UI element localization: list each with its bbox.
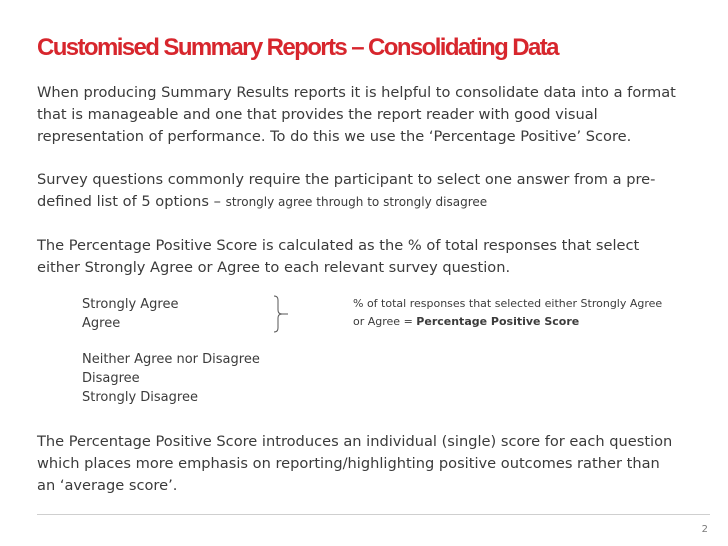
conclusion-line-2: which places more emphasis on reporting/highlighting positive outcomes rather than xyxy=(37,455,660,472)
slide-title: Customised Summary Reports – Consolidating Data xyxy=(37,34,558,61)
option-disagree: Disagree xyxy=(82,371,140,386)
note-line-2 xyxy=(353,313,662,331)
intro-line-1: When producing Summary Results reports it is helpful to consolidate data into a format xyxy=(37,84,676,101)
conclusion-line-3: an ‘average score’. xyxy=(37,477,178,494)
intro-line-2: that is manageable and one that provides the report reader with good visual xyxy=(37,106,598,123)
option-strongly-disagree: Strongly Disagree xyxy=(82,390,198,405)
survey-line-2-main: defined list of 5 options – xyxy=(37,193,226,210)
option-neither: Neither Agree nor Disagree xyxy=(82,352,260,367)
brace-icon xyxy=(270,295,288,333)
survey-line-1: Survey questions commonly require the participant to select one answer from a pre- xyxy=(37,171,656,188)
note-line-2-bold: Percentage Positive Score xyxy=(416,315,580,328)
positive-options-list xyxy=(82,295,179,333)
footer-divider xyxy=(37,514,710,515)
survey-line-2-small: strongly agree through to strongly disagree xyxy=(225,195,488,209)
conclusion-line-1: The Percentage Positive Score introduces an individual (single) score for each question xyxy=(37,433,673,450)
page-number: 2 xyxy=(701,524,708,535)
calculation-paragraph xyxy=(37,235,639,279)
calculation-line-1: The Percentage Positive Score is calculated as the % of total responses that select xyxy=(37,237,640,254)
option-strongly-agree: Strongly Agree xyxy=(82,297,179,312)
intro-paragraph xyxy=(37,82,676,148)
percentage-positive-note xyxy=(353,295,662,331)
option-agree: Agree xyxy=(82,316,121,331)
calculation-line-2: either Strongly Agree or Agree to each relevant survey question. xyxy=(37,259,511,276)
survey-paragraph xyxy=(37,169,655,213)
conclusion-paragraph xyxy=(37,431,672,497)
note-line-1: % of total responses that selected either Strongly Agree xyxy=(353,297,663,310)
survey-line-2 xyxy=(37,191,655,213)
note-line-2-prefix: or Agree = xyxy=(353,315,417,328)
other-options-list xyxy=(82,350,260,407)
intro-line-3: representation of performance. To do this we use the ‘Percentage Positive’ Score. xyxy=(37,128,632,145)
